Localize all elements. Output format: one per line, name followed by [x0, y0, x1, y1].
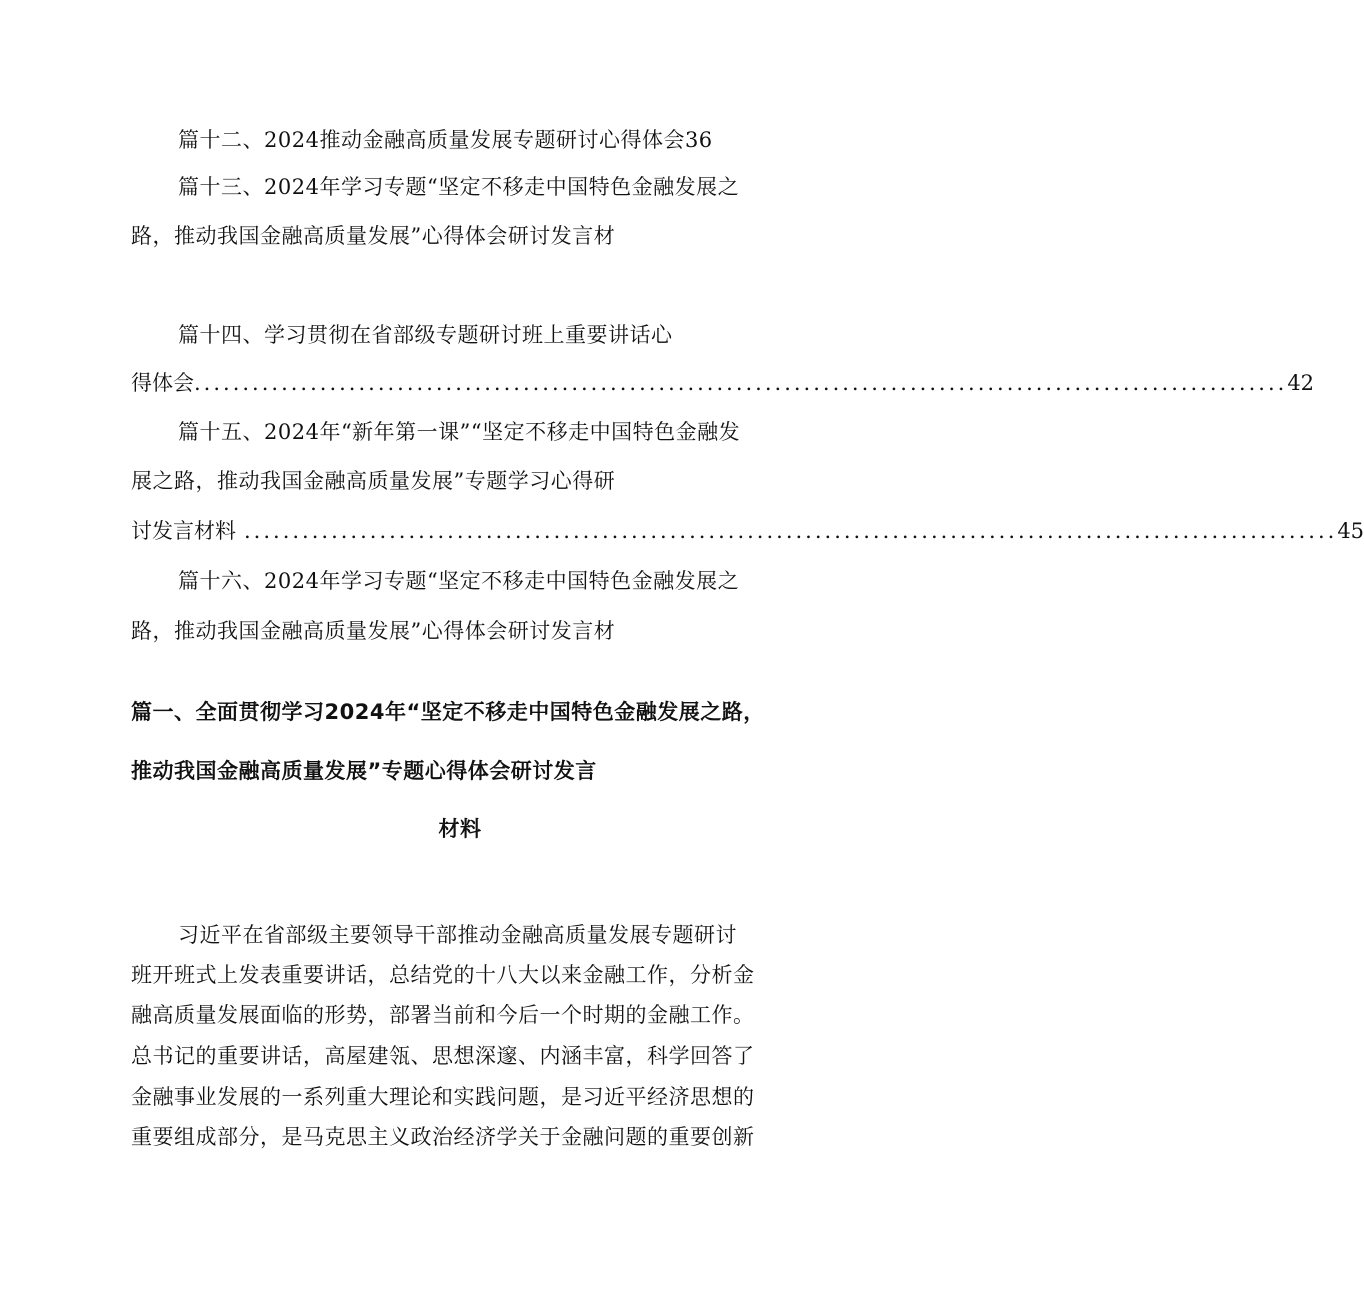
toc-entry-15-line1[interactable]: 篇十五、2024年“新年第一课”“坚定不移走中国特色金融发 [178, 420, 741, 444]
toc-entry-16-line1[interactable]: 篇十六、2024年学习专题“坚定不移走中国特色金融发展之 [178, 569, 740, 593]
toc-entry-15-text: 讨发言材料 [131, 519, 236, 543]
toc-entry-14-text: 得体会 [131, 371, 194, 395]
toc-leader-dots: ................................................................................................................. [194, 371, 1288, 395]
body-line: 总书记的重要讲话，高屋建瓴、思想深邃、内涵丰富，科学回答了 [131, 1044, 755, 1068]
toc-entry-15-page: 45 [1337, 519, 1364, 543]
toc-entry-13-line2[interactable]: 路，推动我国金融高质量发展”心得体会研讨发言材 [131, 224, 616, 248]
body-line: 金融事业发展的一系列重大理论和实践问题，是习近平经济思想的 [131, 1085, 755, 1109]
body-line: 习近平在省部级主要领导干部推动金融高质量发展专题研讨 [178, 923, 737, 947]
toc-entry-16-line2[interactable]: 路，推动我国金融高质量发展”心得体会研讨发言材 [131, 619, 616, 643]
toc-entry-13-line1[interactable]: 篇十三、2024年学习专题“坚定不移走中国特色金融发展之 [178, 175, 740, 199]
toc-entry-14-line2[interactable] [131, 369, 1315, 397]
toc-leader-dots: ................................................................................................................. [244, 519, 1338, 543]
toc-entry-15-line3[interactable] [131, 517, 1364, 545]
body-line: 融高质量发展面临的形势，部署当前和今后一个时期的金融工作。 [131, 1003, 755, 1027]
article-title-line3: 材料 [438, 817, 482, 841]
toc-entry-14-line1[interactable]: 篇十四、学习贯彻在省部级专题研讨班上重要讲话心 [178, 323, 673, 347]
toc-entry-14-page: 42 [1287, 371, 1315, 395]
toc-entry-15-line2[interactable]: 展之路，推动我国金融高质量发展”专题学习心得研 [131, 469, 616, 493]
body-line: 重要组成部分，是马克思主义政治经济学关于金融问题的重要创新 [131, 1125, 755, 1149]
article-title-line2: 推动我国金融高质量发展”专题心得体会研讨发言 [131, 759, 597, 783]
article-title-line1: 篇一、全面贯彻学习2024年“坚定不移走中国特色金融发展之路， [131, 700, 765, 724]
toc-entry-12[interactable]: 篇十二、2024推动金融高质量发展专题研讨心得体会36 [178, 128, 713, 152]
body-line: 班开班式上发表重要讲话，总结党的十八大以来金融工作，分析金 [131, 963, 755, 987]
